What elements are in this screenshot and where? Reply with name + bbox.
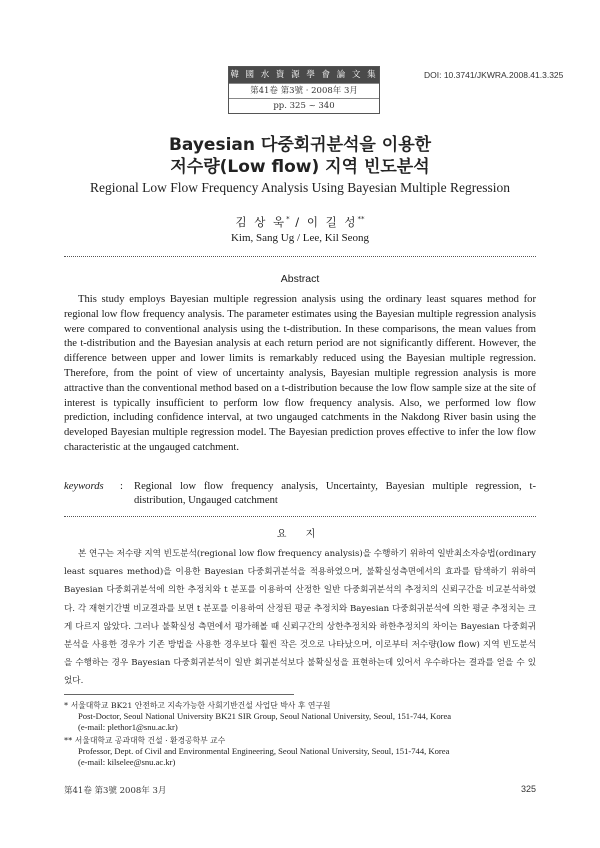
korean-abstract-body: 본 연구는 저수량 지역 빈도분석(regional low flow frequency analysis)을 수행하기 위하여 일반최소자승법(ordinary least squares method)을 이용한 Bayesian 다중회귀분석을 적용하였으며, 불확실성측면에서의 효과를 탐색하기 위하여 Bayesian 다중회귀분석에 의한 추정치와 t 분포를 이용하여 산정한 일반 다중회귀분석의 추정치의 신뢰구간을 비교분석하였다. 각 재현기간별 비교결과를 보면 t 분포를 이용하여 산정된 평균 추정치와 Bayesian 다중회귀분석에 의한 평균 추정치는 크게 다르지 않았다. 그러나 불확실성 측면에서 평가해볼 때 신뢰구간의 상한추정치와 하한추정치의 차이는 Bayesian 다중회귀분석을 사용한 경우가 기존 방법을 사용한 경우보다 훨씬 작은 것으로 나타났으며, 이로부터 저수량(low flow) 지역 빈도분석을 수행하는 경우 Bayesian 다중회귀분석이 일반 회귀분석보다 불확실성을 표현하는데 있어서 우수하다는 결과를 얻을 수 있었다. [64, 549, 536, 687]
page-number: 325 [520, 784, 536, 794]
author2-mark: ** [357, 215, 365, 224]
journal-pages: pp. 325 ~ 340 [229, 98, 379, 113]
journal-name: 韓 國 水 資 源 學 會 論 文 集 [229, 67, 379, 83]
keywords-block [64, 480, 536, 508]
abstract-body: This study employs Bayesian multiple regression analysis using the ordinary least squares method for regional low flow frequency analysis. The parameter estimates using the Bayesian multiple regression analysis were compared to conventional analysis using the t-distribution. In these comparisons, the mean values from the t-distribution and the Bayesian analysis at each return period are not significantly different. However, the difference between upper and lower limits is remarkably reduced using the Bayesian multiple regression. Therefore, from the point of view of uncertainty analysis, Bayesian multiple regression analysis is more attractive than the conventional method based on a t-distribution because the low flow sample size at the site of interest is typically insufficient to perform low flow frequency analysis. Also, we performed low flow prediction, including confidence interval, at two ungauged catchments in the Nakdong River basin using the developed Bayesian multiple regression model. The Bayesian prediction proves effective to infer the low flow characteristic at the ungauged catchment. [64, 294, 536, 453]
author1-name: 김 상 욱 [235, 215, 287, 229]
authors-english: Kim, Sang Ug / Lee, Kil Seong [230, 232, 370, 244]
abstract-heading: Abstract [280, 273, 320, 285]
footnote-2-email[interactable]: (e-mail: kilselee@snu.ac.kr) [78, 757, 176, 768]
title-english: Regional Low Flow Frequency Analysis Using Bayesian Multiple Regression [90, 180, 510, 195]
footer-issue: 第41卷 第3號 2008年 3月 [64, 786, 167, 796]
footnote-2-mark: ** [64, 734, 75, 745]
keywords-text: Regional low flow frequency analysis, Uncertainty, Bayesian multiple regression, t-distribution, Ungauged catchment [134, 481, 536, 506]
author-separator: / [289, 215, 307, 229]
author1-mark: * [286, 215, 290, 224]
author2-name: 이 길 성 [306, 215, 358, 229]
footnotes [64, 700, 536, 769]
korean-abstract-heading: 요 지 [276, 529, 324, 540]
footnote-1-email[interactable]: (e-mail: plethor1@snu.ac.kr) [78, 722, 178, 733]
doi-link[interactable]: DOI: 10.3741/JKWRA.2008.41.3.325 [424, 70, 564, 80]
keywords-label: keywords [64, 481, 104, 492]
footnote-2 [64, 735, 536, 769]
footnote-1-korean: 서울대학교 BK21 안전하고 지속가능한 사회기반건설 사업단 박사 후 연구원 [70, 701, 331, 710]
footnote-2-english: Professor, Dept. of Civil and Environmental Engineering, Seoul National University, Seoul, 151-744, Korea [78, 745, 450, 756]
journal-volume: 第41卷 第3號 · 2008年 3月 [229, 83, 379, 98]
footnote-1-english: Post-Doctor, Seoul National University BK21 SIR Group, Seoul National University, Seoul, 151-744, Korea [78, 711, 452, 722]
footnote-1 [64, 700, 536, 734]
journal-info-box [228, 66, 380, 114]
title-korean-line1: Bayesian 다중회귀분석을 이용한 [168, 135, 432, 155]
footnote-2-korean: 서울대학교 공과대학 건설 · 환경공학부 교수 [74, 735, 226, 745]
authors-korean [0, 214, 600, 230]
keywords-colon: : [120, 481, 123, 492]
footnote-rule [64, 694, 294, 695]
divider-dotted-top [64, 256, 536, 257]
footnote-1-mark: * [64, 700, 71, 710]
title-korean-line2: 저수량(Low flow) 지역 빈도분석 [170, 157, 430, 177]
divider-dotted-middle [64, 516, 536, 517]
